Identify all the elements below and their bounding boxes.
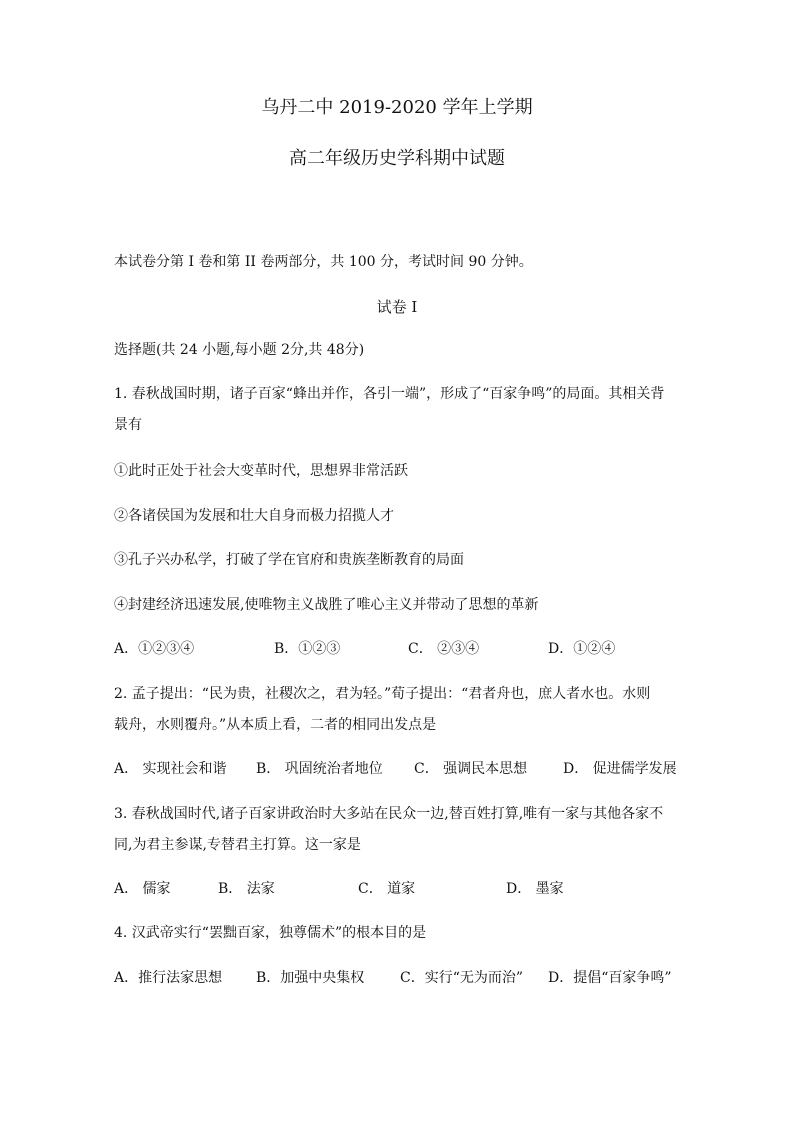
section-instruction: 选择题(共 24 小题,每小题 2分,共 48分) — [114, 342, 365, 358]
option-a: A． 实现社会和谐 — [114, 761, 227, 777]
question-stem-line: 1. 春秋战国时期，诸子百家“蜂出并作，各引一端”，形成了“百家争鸣”的局面。其相关背 — [114, 386, 665, 402]
question-stem-line: 4. 汉武帝实行“罢黜百家，独尊儒术”的根本目的是 — [114, 925, 427, 941]
option-b: B． 巩固统治者地位 — [256, 761, 383, 777]
exam-intro: 本试卷分第 I 卷和第 II 卷两部分，共 100 分，考试时间 90 分钟。 — [114, 254, 533, 270]
option-b: B．加强中央集权 — [256, 970, 365, 986]
option-c: C． 道家 — [358, 881, 416, 897]
exam-title-school: 乌丹二中 2019-2020 学年上学期 — [261, 97, 533, 118]
option-c: C．实行“无为而治” — [400, 970, 524, 986]
option-c: C． ②③④ — [408, 641, 480, 657]
statement-item: ④封建经济迅速发展,使唯物主义战胜了唯心主义并带动了思想的革新 — [114, 597, 539, 613]
question-stem-line: 2. 孟子提出：“民为贵，社稷次之，君为轻。”荀子提出：“君者舟也，庶人者水也。水则 — [114, 686, 651, 702]
question-stem-line: 同,为君主参谋,专替君主打算。这一家是 — [114, 837, 361, 853]
option-d: D． 墨家 — [506, 881, 564, 897]
option-a: A．①②③④ — [114, 641, 195, 657]
option-b: B． 法家 — [218, 881, 275, 897]
question-stem-line: 3. 春秋战国时代,诸子百家讲政治时大多站在民众一边,替百姓打算,唯有一家与其他各家不 — [114, 806, 664, 822]
statement-item: ②各诸侯国为发展和壮大自身而极力招揽人才 — [114, 508, 394, 524]
option-d: D． 促进儒学发展 — [563, 761, 677, 777]
option-a: A． 儒家 — [114, 881, 171, 897]
option-d: D．①②④ — [548, 641, 616, 657]
option-c: C． 强调民本思想 — [414, 761, 528, 777]
section-title: 试卷 I — [376, 298, 418, 316]
option-d: D．提倡“百家争鸣” — [548, 970, 672, 986]
statement-item: ③孔子兴办私学，打破了学在官府和贵族垄断教育的局面 — [114, 552, 464, 568]
question-stem-line: 景有 — [114, 417, 142, 433]
question-stem-line: 载舟，水则覆舟。”从本质上看，二者的相同出发点是 — [114, 717, 437, 733]
option-b: B．①②③ — [274, 641, 341, 657]
exam-title-subject: 高二年级历史学科期中试题 — [289, 148, 505, 169]
statement-item: ①此时正处于社会大变革时代，思想界非常活跃 — [114, 463, 408, 479]
option-a: A．推行法家思想 — [114, 970, 223, 986]
